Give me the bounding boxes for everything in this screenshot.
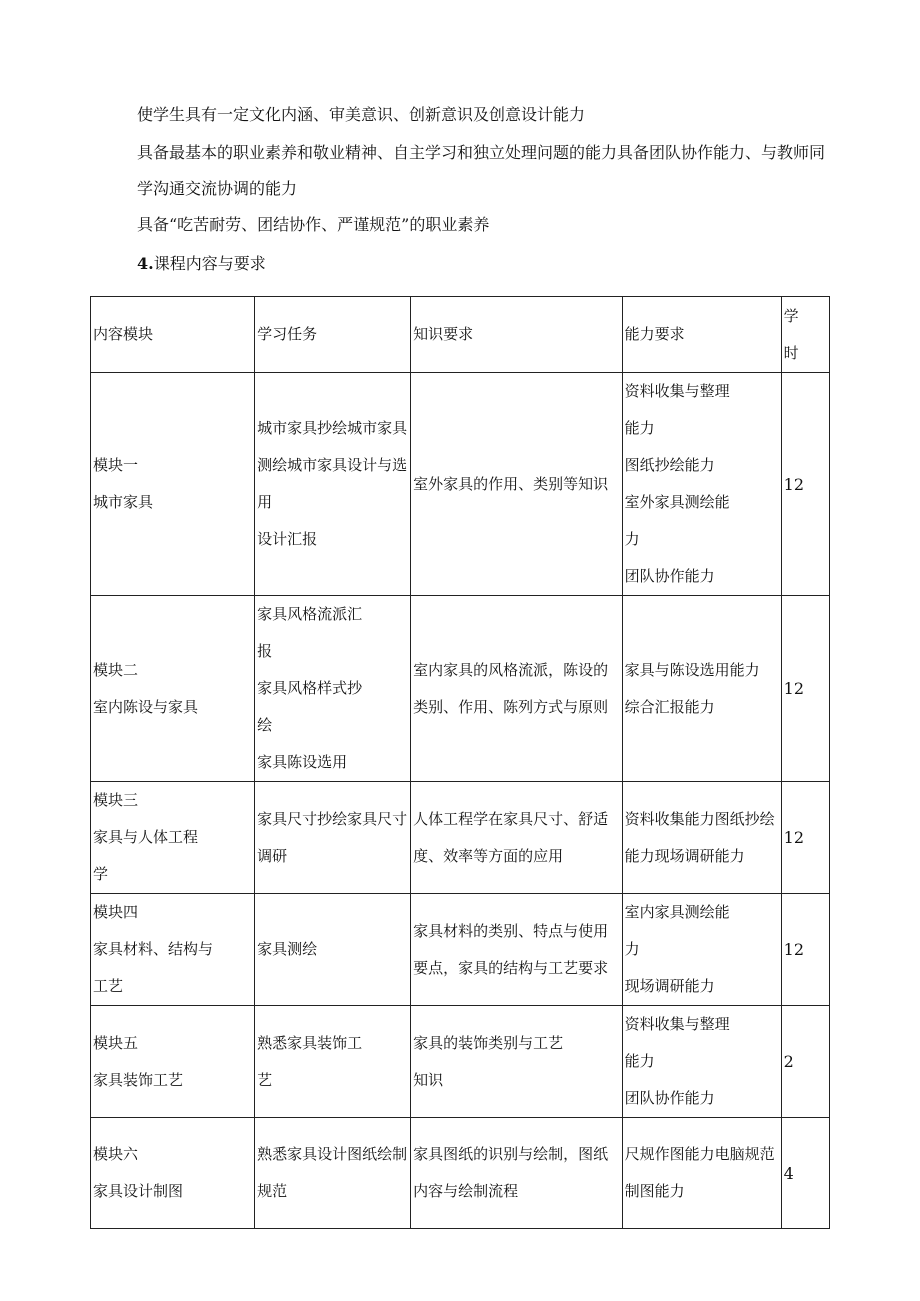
cell-knowledge <box>411 373 622 596</box>
module-text: 工艺 <box>93 977 124 995</box>
task-text: 家具陈设选用 <box>257 753 348 771</box>
cell-knowledge <box>411 596 622 782</box>
task-text: 家具风格样式抄 <box>257 679 363 697</box>
course-content-table <box>90 296 830 1229</box>
knowledge-text: 家具的装饰类别与工艺 <box>413 1033 564 1052</box>
ability-text: 力 <box>624 940 640 958</box>
ability-text: 尺规作图能力电脑规范制图能力 <box>624 1145 775 1200</box>
ability-text: 现场调研能力 <box>624 977 715 995</box>
ability-text: 资料收集与整理 <box>624 1015 730 1033</box>
cell-hours: 4 <box>781 1118 829 1229</box>
module-text: 模块二 <box>93 660 139 679</box>
cell-module <box>91 373 255 596</box>
section-heading <box>137 246 837 282</box>
module-text: 家具材料、结构与 <box>93 940 214 958</box>
cell-module <box>91 894 255 1006</box>
task-text: 绘 <box>257 716 273 734</box>
knowledge-text: 室外家具的作用、类别等知识 <box>413 474 609 493</box>
ability-text: 力 <box>624 530 640 548</box>
cell-task <box>255 596 411 782</box>
ability-text: 综合汇报能力 <box>624 697 715 716</box>
cell-hours: 2 <box>781 1006 829 1118</box>
task-text: 家具尺寸抄绘家具尺寸调研 <box>257 809 408 865</box>
task-text: 家具风格流派汇 <box>257 605 363 623</box>
header-hours <box>781 297 829 373</box>
knowledge-text: 家具图纸的识别与绘制，图纸内容与绘制流程 <box>413 1145 609 1200</box>
table-row <box>91 1006 830 1118</box>
task-text: 设计汇报 <box>257 530 318 548</box>
header-hours-line2: 时 <box>783 343 799 362</box>
module-text: 模块五 <box>93 1033 139 1052</box>
section-title: 课程内容与要求 <box>153 254 266 273</box>
cell-hours: 12 <box>781 373 829 596</box>
module-text: 模块四 <box>93 903 139 921</box>
cell-task <box>255 894 411 1006</box>
module-text: 模块三 <box>93 791 139 809</box>
task-text: 家具测绘 <box>257 940 318 958</box>
cell-ability <box>622 1006 781 1118</box>
cell-knowledge <box>411 1118 622 1229</box>
table-header-row <box>91 297 830 373</box>
module-text: 模块一 <box>93 456 139 474</box>
knowledge-text: 室内家具的风格流派，陈设的类别、作用、陈列方式与原则 <box>413 660 609 716</box>
cell-module <box>91 1006 255 1118</box>
section-number: 4. <box>137 254 154 273</box>
cell-task <box>255 1006 411 1118</box>
table-row <box>91 373 830 596</box>
header-ability: 能力要求 <box>622 297 781 373</box>
cell-module <box>91 1118 255 1229</box>
ability-text: 能力 <box>624 1052 655 1070</box>
header-knowledge: 知识要求 <box>411 297 622 373</box>
cell-task <box>255 373 411 596</box>
ability-text: 资料收集能力图纸抄绘能力现场调研能力 <box>624 809 775 865</box>
header-hours-line1: 学 <box>783 306 799 325</box>
task-text: 艺 <box>257 1070 273 1089</box>
module-text: 家具与人体工程 <box>93 828 199 846</box>
table-row <box>91 894 830 1006</box>
table-row <box>91 782 830 894</box>
cell-knowledge <box>411 782 622 894</box>
paragraph-culture: 使学生具有一定文化内涵、审美意识、创新意识及创意设计能力 <box>137 105 586 124</box>
paragraph-qualities: 具备“吃苦耐劳、团结协作、严谨规范”的职业素养 <box>137 215 490 234</box>
table-row <box>91 1118 830 1229</box>
cell-task <box>255 1118 411 1229</box>
cell-task <box>255 782 411 894</box>
ability-text: 能力 <box>624 419 655 437</box>
task-text: 熟悉家具设计图纸绘制规范 <box>257 1145 408 1200</box>
cell-ability <box>622 894 781 1006</box>
cell-hours: 12 <box>781 782 829 894</box>
module-text: 室内陈设与家具 <box>93 697 199 716</box>
paragraph-professional: 具备最基本的职业素养和敬业精神、自主学习和独立处理问题的能力具备团队协作能力、与教师同学沟通交流协调的能力 <box>137 143 826 198</box>
cell-knowledge <box>411 1006 622 1118</box>
module-text: 模块六 <box>93 1145 139 1163</box>
task-text: 熟悉家具装饰工 <box>257 1033 363 1052</box>
cell-module <box>91 596 255 782</box>
header-task: 学习任务 <box>255 297 411 373</box>
module-text: 家具设计制图 <box>93 1182 184 1200</box>
ability-text: 图纸抄绘能力 <box>624 456 715 474</box>
task-text: 报 <box>257 642 273 660</box>
cell-knowledge <box>411 894 622 1006</box>
ability-text: 家具与陈设选用能力 <box>624 660 760 679</box>
ability-text: 室内家具测绘能 <box>624 903 730 921</box>
ability-text: 资料收集与整理 <box>624 382 730 400</box>
cell-hours: 12 <box>781 894 829 1006</box>
module-text: 城市家具 <box>93 493 154 511</box>
cell-module <box>91 782 255 894</box>
cell-ability <box>622 1118 781 1229</box>
module-text: 家具装饰工艺 <box>93 1070 184 1089</box>
header-module: 内容模块 <box>91 297 255 373</box>
knowledge-text: 人体工程学在家具尺寸、舒适度、效率等方面的应用 <box>413 809 609 865</box>
cell-ability <box>622 373 781 596</box>
ability-text: 团队协作能力 <box>624 567 715 585</box>
cell-ability <box>622 782 781 894</box>
knowledge-text: 家具材料的类别、特点与使用要点，家具的结构与工艺要求 <box>413 921 609 977</box>
cell-hours: 12 <box>781 596 829 782</box>
table-row <box>91 596 830 782</box>
module-text: 学 <box>93 865 109 883</box>
knowledge-text: 知识 <box>413 1070 444 1089</box>
ability-text: 室外家具测绘能 <box>624 493 730 511</box>
table-body <box>91 373 830 1229</box>
task-text: 城市家具抄绘城市家具测绘城市家具设计与选用 <box>257 419 408 511</box>
ability-text: 团队协作能力 <box>624 1089 715 1107</box>
cell-ability <box>622 596 781 782</box>
